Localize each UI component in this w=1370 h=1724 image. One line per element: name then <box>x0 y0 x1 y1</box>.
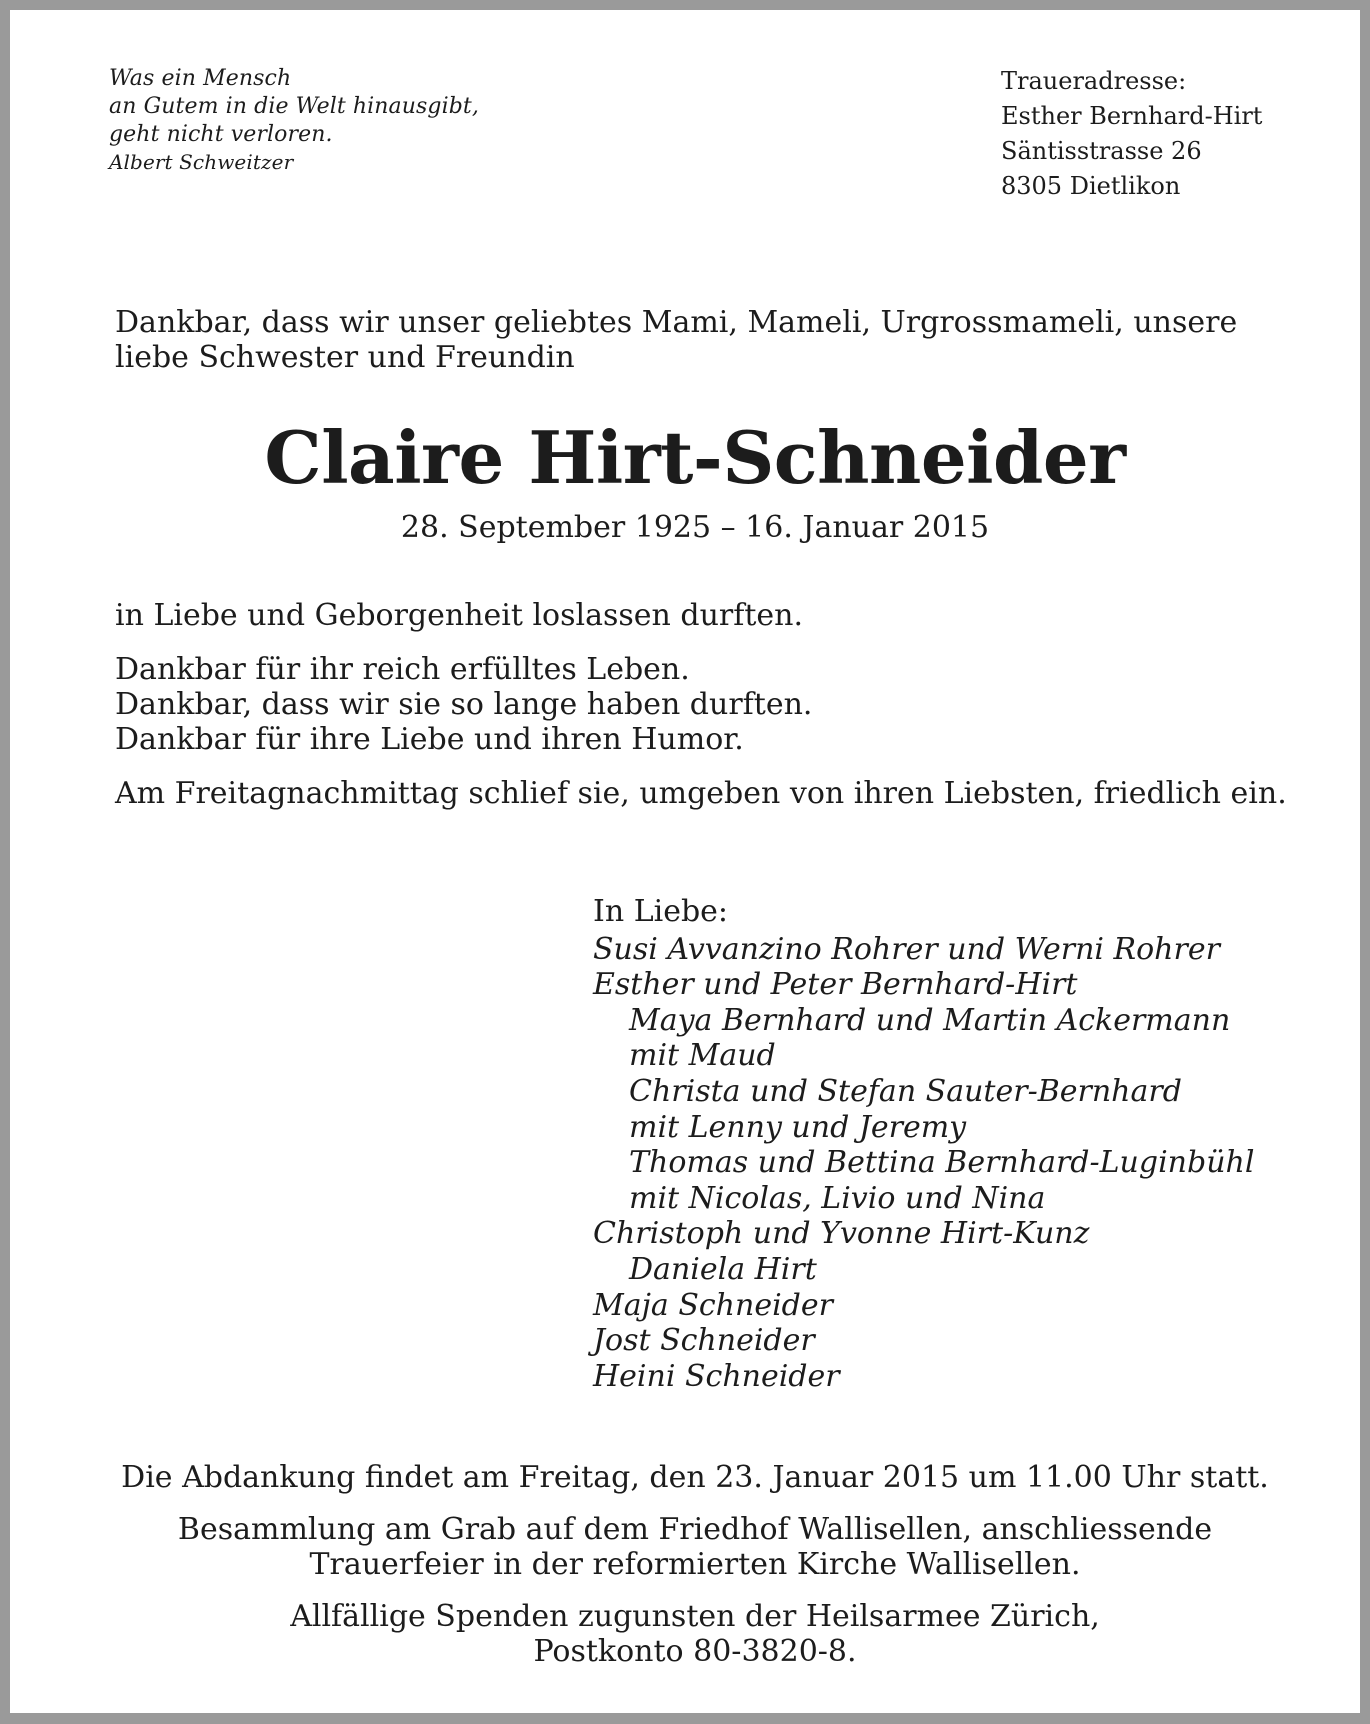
service-info <box>10 1460 1360 1686</box>
body-text <box>115 598 1295 830</box>
intro-line: liebe Schwester und Freundin <box>115 340 575 375</box>
address-street: Säntisstrasse 26 <box>1001 137 1202 165</box>
family-member: Christa und Stefan Sauter-Bernhard <box>629 1073 1182 1109</box>
quote-line: an Gutem in die Welt hinausgibt, <box>109 94 479 119</box>
donation-line: Allfällige Spenden zugunsten der Heilsarmee Zürich, <box>290 1599 1100 1634</box>
ceremony-notice: Die Abdankung findet am Freitag, den 23. Januar 2015 um 11.00 Uhr statt. <box>121 1460 1269 1495</box>
gratitude-block <box>115 652 1295 757</box>
family-member: Thomas und Bettina Bernhard-Luginbühl <box>629 1145 1255 1181</box>
obituary-page <box>10 10 1360 1713</box>
family-member: Heini Schneider <box>593 1358 840 1394</box>
quote-author: Albert Schweitzer <box>109 150 294 174</box>
passing-text: Am Freitagnachmittag schlief sie, umgeben von ihren Liebsten, friedlich ein. <box>115 776 1287 811</box>
mourning-address <box>1001 64 1262 204</box>
family-heading: In Liebe: <box>593 894 729 929</box>
address-label: Traueradresse: <box>1001 67 1187 95</box>
family-member: Jost Schneider <box>593 1323 815 1359</box>
gathering-notice <box>10 1512 1360 1582</box>
family-list <box>593 894 1254 1394</box>
gathering-line: Besammlung am Grab auf dem Friedhof Wallisellen, anschliessende <box>177 1512 1213 1547</box>
epigraph-quote <box>109 65 479 175</box>
family-member: Maja Schneider <box>593 1287 833 1323</box>
family-member: Esther und Peter Bernhard-Hirt <box>593 967 1078 1003</box>
family-member: mit Nicolas, Livio und Nina <box>629 1180 1046 1216</box>
family-member: Maya Bernhard und Martin Ackermann <box>629 1002 1231 1038</box>
donation-notice <box>10 1599 1360 1669</box>
quote-line: Was ein Mensch <box>109 66 292 91</box>
family-member: mit Maud <box>629 1038 776 1074</box>
family-member: Christoph und Yvonne Hirt-Kunz <box>593 1216 1090 1252</box>
intro-text <box>115 305 1295 375</box>
deceased-name: Claire Hirt-Schneider <box>264 415 1126 500</box>
gratitude-line: Dankbar für ihre Liebe und ihren Humor. <box>115 722 744 757</box>
address-name: Esther Bernhard-Hirt <box>1001 102 1263 130</box>
family-member: mit Lenny und Jeremy <box>629 1109 967 1145</box>
intro-line: Dankbar, dass wir unser geliebtes Mami, Mameli, Urgrossmameli, unsere <box>115 305 1238 340</box>
family-member: Susi Avvanzino Rohrer und Werni Rohrer <box>593 931 1220 967</box>
quote-line: geht nicht verloren. <box>109 122 333 147</box>
release-line: in Liebe und Geborgenheit loslassen durften. <box>115 598 804 633</box>
address-city: 8305 Dietlikon <box>1001 172 1181 200</box>
gratitude-line: Dankbar, dass wir sie so lange haben durften. <box>115 687 813 722</box>
life-dates: 28. September 1925 – 16. Januar 2015 <box>400 510 990 545</box>
gratitude-line: Dankbar für ihr reich erfülltes Leben. <box>115 652 690 687</box>
gathering-line: Trauerfeier in der reformierten Kirche Wallisellen. <box>309 1547 1081 1582</box>
donation-line: Postkonto 80-3820-8. <box>533 1634 857 1669</box>
family-member: Daniela Hirt <box>629 1251 817 1287</box>
